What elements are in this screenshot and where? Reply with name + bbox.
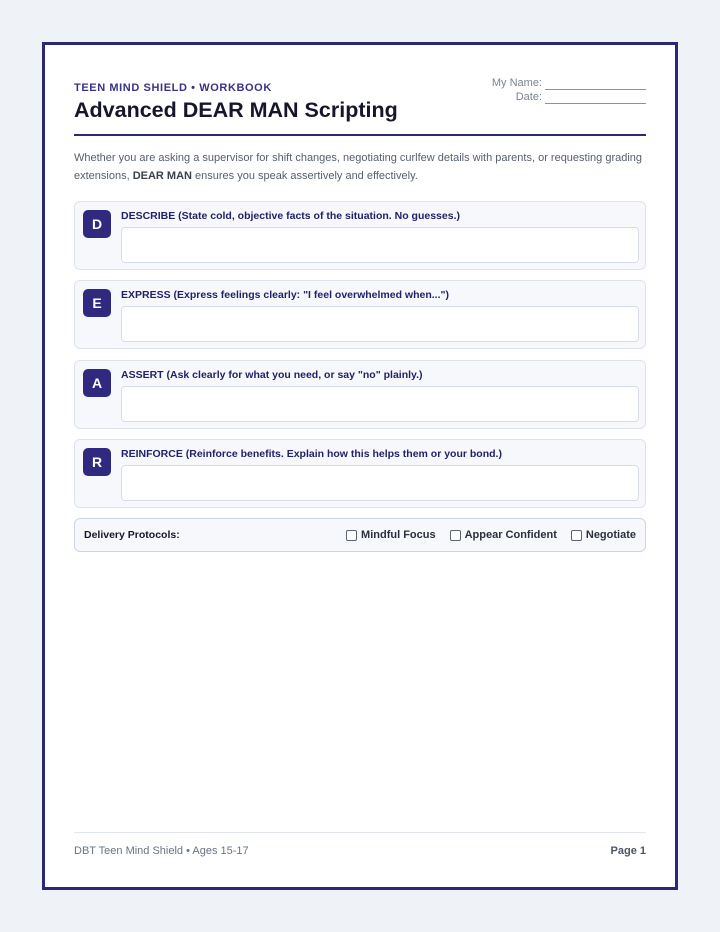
step-express: [74, 280, 646, 349]
name-date-block: [492, 76, 646, 104]
describe-input[interactable]: [121, 227, 639, 263]
name-label: My Name:: [491, 77, 542, 89]
step-label: REINFORCE (Reinforce benefits. Explain how this helps them or your bond.): [121, 448, 502, 460]
step-label: EXPRESS (Express feelings clearly: "I feel overwhelmed when..."): [121, 289, 449, 301]
step-assert: [74, 360, 646, 429]
step-describe: [74, 201, 646, 270]
step-label: ASSERT (Ask clearly for what you need, or say "no" plainly.): [121, 369, 423, 381]
intro-paragraph: [74, 149, 646, 185]
intro-emphasis: DEAR MAN: [132, 170, 192, 182]
intro-text-after: ensures you speak assertively and effectively.: [191, 170, 418, 182]
checkbox-label: Mindful Focus: [361, 529, 436, 541]
worksheet-page: [42, 42, 678, 890]
checkbox-label: Appear Confident: [464, 529, 557, 541]
page-title: Advanced DEAR MAN Scripting: [74, 98, 398, 122]
checkbox-icon[interactable]: [346, 530, 357, 541]
checkbox-mindful-focus[interactable]: [346, 529, 436, 541]
footer-divider: [74, 832, 646, 833]
name-row: [492, 76, 646, 90]
checkbox-icon[interactable]: [571, 530, 582, 541]
name-input-line[interactable]: [545, 79, 646, 90]
page-number: Page 1: [610, 845, 646, 857]
step-letter-badge: A: [83, 369, 111, 397]
checkbox-appear-confident[interactable]: [450, 529, 557, 541]
step-letter-badge: D: [83, 210, 111, 238]
date-row: [492, 90, 646, 104]
assert-input[interactable]: [121, 386, 639, 422]
title-divider: [74, 134, 646, 136]
step-letter-badge: E: [83, 289, 111, 317]
checkbox-negotiate[interactable]: [571, 529, 636, 541]
intro-text-before: Whether you are asking a supervisor for shift changes, negotiating curlfew details with parents, or requesting grading extensions,: [74, 152, 643, 182]
date-label: Date:: [515, 91, 542, 103]
delivery-protocols: [74, 518, 646, 552]
footer-program: DBT Teen Mind Shield • Ages 15-17: [74, 845, 249, 857]
workbook-eyebrow: TEEN MIND SHIELD • WORKBOOK: [74, 82, 272, 94]
protocols-label: Delivery Protocols:: [84, 529, 180, 541]
step-reinforce: [74, 439, 646, 508]
step-letter-badge: R: [83, 448, 111, 476]
checkbox-label: Negotiate: [585, 529, 636, 541]
reinforce-input[interactable]: [121, 465, 639, 501]
page-content: [74, 45, 646, 887]
step-label: DESCRIBE (State cold, objective facts of the situation. No guesses.): [121, 210, 460, 222]
checkbox-icon[interactable]: [450, 530, 461, 541]
express-input[interactable]: [121, 306, 639, 342]
date-input-line[interactable]: [545, 93, 646, 104]
